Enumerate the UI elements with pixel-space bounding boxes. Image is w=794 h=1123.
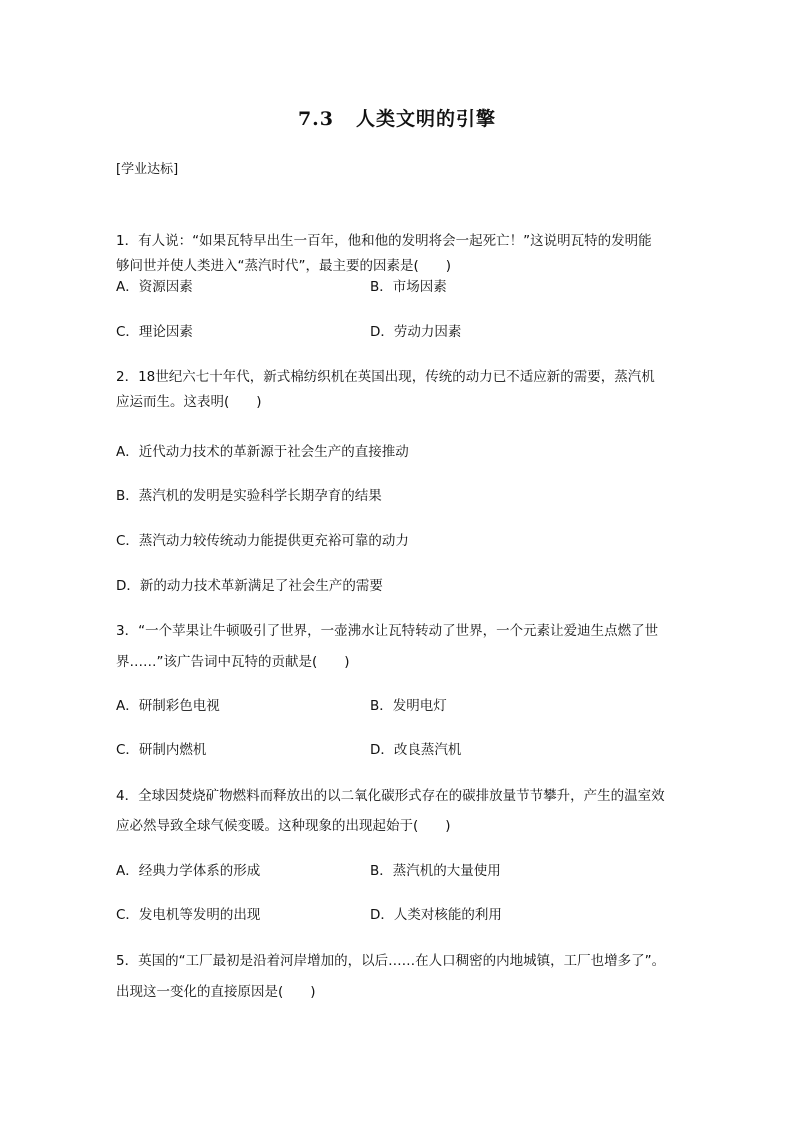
question-4-option-a: A．经典力学体系的形成 [116,863,261,879]
question-2-option-d: D．新的动力技术革新满足了社会生产的需要 [116,578,383,594]
question-4-option-b: B．蒸汽机的大量使用 [370,863,501,879]
question-1-option-c: C．理论因素 [116,324,193,340]
question-4-option-c: C．发电机等发明的出现 [116,907,261,923]
question-4-line-2: 应必然导致全球气候变暖。这种现象的出现起始于( ) [116,818,451,834]
question-2-option-b: B．蒸汽机的发明是实验科学长期孕育的结果 [116,488,382,504]
question-3-option-d: D．改良蒸汽机 [370,742,462,758]
question-2-line-2: 应运而生。这表明( ) [116,394,262,410]
question-3-option-a: A．研制彩色电视 [116,698,220,714]
question-1-option-a: A．资源因素 [116,279,193,295]
question-5-line-1: 5．英国的“工厂最初是沿着河岸增加的，以后……在人口稠密的内地城镇，工厂也增多了”。 [116,953,666,969]
question-3-option-b: B．发明电灯 [370,698,447,714]
question-3-option-c: C．研制内燃机 [116,742,207,758]
title-number: 7.3 [297,108,335,130]
question-3-line-1: 3．“一个苹果让牛顿吸引了世界，一壶沸水让瓦特转动了世界，一个元素让爱迪生点燃了世 [116,623,659,639]
section-label: [学业达标] [116,162,179,177]
question-2-option-a: A．近代动力技术的革新源于社会生产的直接推动 [116,444,409,460]
question-1-line-2: 够问世并使人类进入“蒸汽时代”，最主要的因素是( ) [116,258,452,274]
question-5-line-2: 出现这一变化的直接原因是( ) [116,984,316,1000]
question-1-option-d: D．劳动力因素 [370,324,462,340]
question-2-option-c: C．蒸汽动力较传统动力能提供更充裕可靠的动力 [116,533,409,549]
question-1-option-b: B．市场因素 [370,279,447,295]
question-4-line-1: 4．全球因焚烧矿物燃料而释放出的以二氧化碳形式存在的碳排放量节节攀升，产生的温室效 [116,788,665,804]
title-text: 人类文明的引擎 [356,108,497,130]
question-4-option-d: D．人类对核能的利用 [370,907,502,923]
question-2-line-1: 2．18世纪六七十年代，新式棉纺织机在英国出现，传统的动力已不适应新的需要，蒸汽机 [116,369,655,385]
question-3-line-2: 界……”该广告词中瓦特的贡献是( ) [116,654,350,670]
question-1-line-1: 1．有人说：“如果瓦特早出生一百年，他和他的发明将会一起死亡！”这说明瓦特的发明能 [116,233,652,249]
page-title [0,104,794,131]
